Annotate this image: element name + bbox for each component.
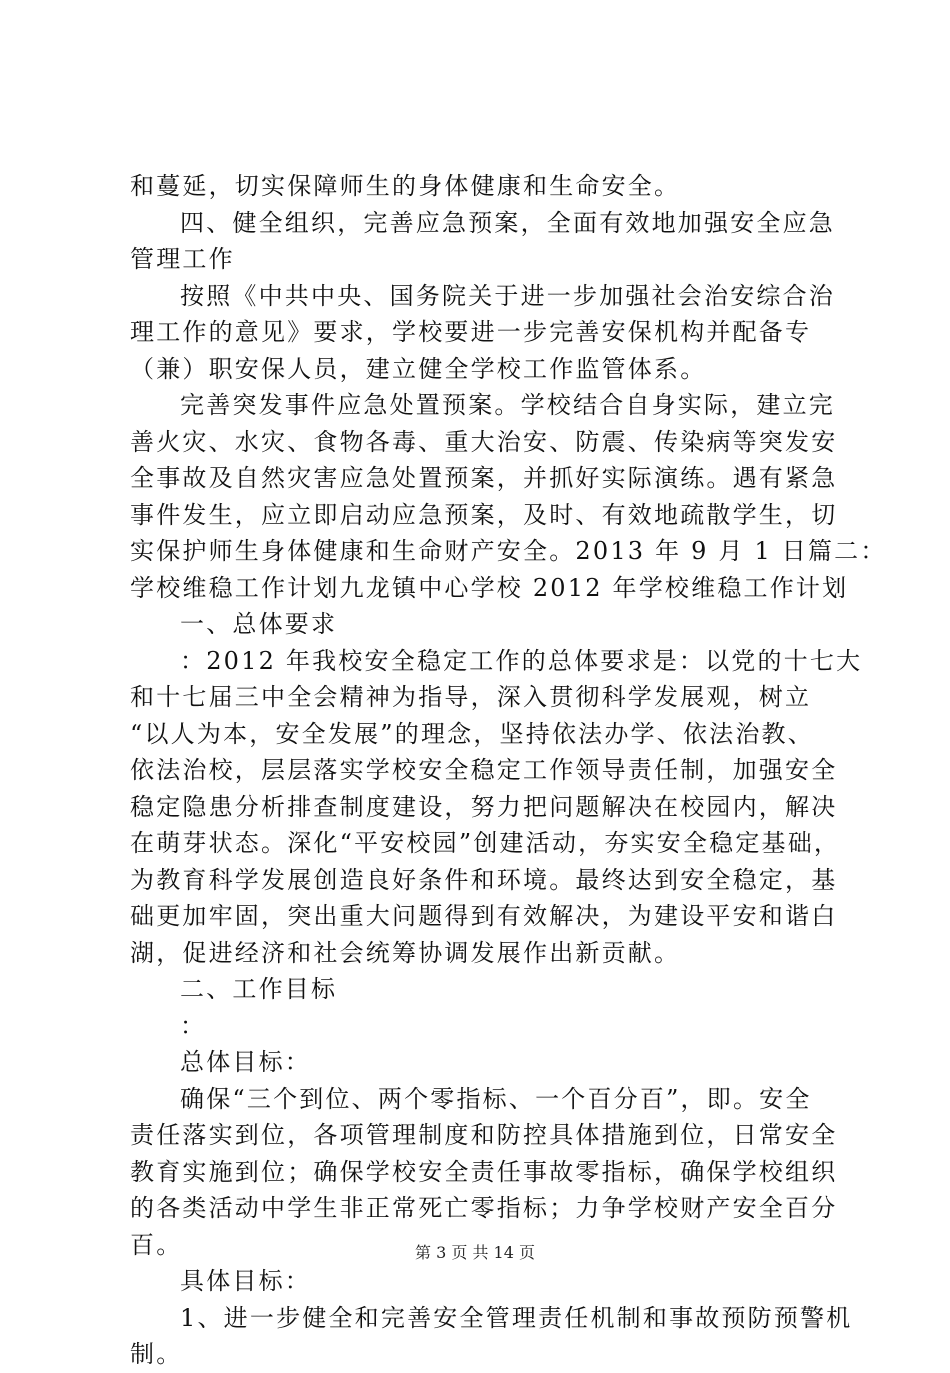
text-line: 百。	[130, 1230, 183, 1259]
subheading: 总体目标：	[180, 1048, 311, 1076]
text-line: 完善突发事件应急处置预案。学校结合自身实际，建立完	[180, 391, 835, 419]
text-line: 理工作的意见》要求，学校要进一步完善安保机构并配备专	[130, 318, 812, 346]
text-line: 善火灾、水灾、食物各毒、重大治安、防震、传染病等突发安	[130, 427, 838, 456]
section-heading: 二、工作目标	[180, 975, 338, 1003]
text-line: 事件发生，应立即启动应急预案，及时、有效地疏散学生，切	[130, 500, 838, 529]
text-line: “以人为本，安全发展”的理念，坚持依法办学、依法治教、	[130, 719, 814, 748]
section-heading-cont: 管理工作	[130, 245, 235, 273]
text-line: （兼）职安保人员，建立健全学校工作监管体系。	[130, 354, 707, 383]
text-line: 依法治校，层层落实学校安全稳定工作领导责任制，加强安全	[130, 756, 838, 784]
text-line: 的各类活动中学生非正常死亡零指标；力争学校财产安全百分	[130, 1194, 838, 1222]
text-line: 稳定隐患分析排查制度建设，努力把问题解决在校园内，解决	[130, 792, 838, 821]
text-line: 教育实施到位；确保学校安全责任事故零指标，确保学校组织	[130, 1157, 838, 1186]
subheading: 具体目标：	[180, 1267, 311, 1295]
section-heading: 四、健全组织，完善应急预案，全面有效地加强安全应急	[180, 208, 835, 237]
page-number-footer: 第 3 页 共 14 页	[415, 1243, 535, 1262]
text-line: 在萌芽状态。深化“平安校园”创建活动，夯实安全稳定基础，	[130, 829, 841, 857]
text-line: 责任落实到位，各项管理制度和防控具体措施到位，日常安全	[130, 1121, 838, 1149]
text-line: 按照《中共中央、国务院关于进一步加强社会治安综合治	[180, 281, 835, 310]
text-line: 和十七届三中全会精神为指导，深入贯彻科学发展观，树立	[130, 683, 812, 711]
text-line: 1、进一步健全和完善安全管理责任机制和事故预防预警机	[180, 1303, 853, 1332]
text-line: 为教育科学发展创造良好条件和环境。最终达到安全稳定，基	[130, 865, 838, 894]
text-line: 实保护师生身体健康和生命财产安全。2013 年 9 月 1 日篇二：	[130, 537, 887, 565]
text-line: 湖，促进经济和社会统筹协调发展作出新贡献。	[130, 938, 681, 967]
text-line: 础更加牢固，突出重大问题得到有效解决，为建设平安和谐白	[130, 902, 838, 930]
text-line: 制。	[130, 1340, 183, 1368]
text-line: ：2012 年我校安全稳定工作的总体要求是：以党的十七大	[180, 646, 863, 675]
text-line: 确保“三个到位、两个零指标、一个百分百”，即。安全	[180, 1084, 812, 1113]
text-line: ：	[180, 1011, 207, 1040]
text-line: 学校维稳工作计划九龙镇中心学校 2012 年学校维稳工作计划	[130, 573, 849, 602]
document-body	[130, 168, 887, 1373]
text-line: 全事故及自然灾害应急处置预案，并抓好实际演练。遇有紧急	[130, 464, 838, 492]
section-heading: 一、总体要求	[180, 610, 338, 638]
text-line: 和蔓延，切实保障师生的身体健康和生命安全。	[130, 172, 681, 200]
